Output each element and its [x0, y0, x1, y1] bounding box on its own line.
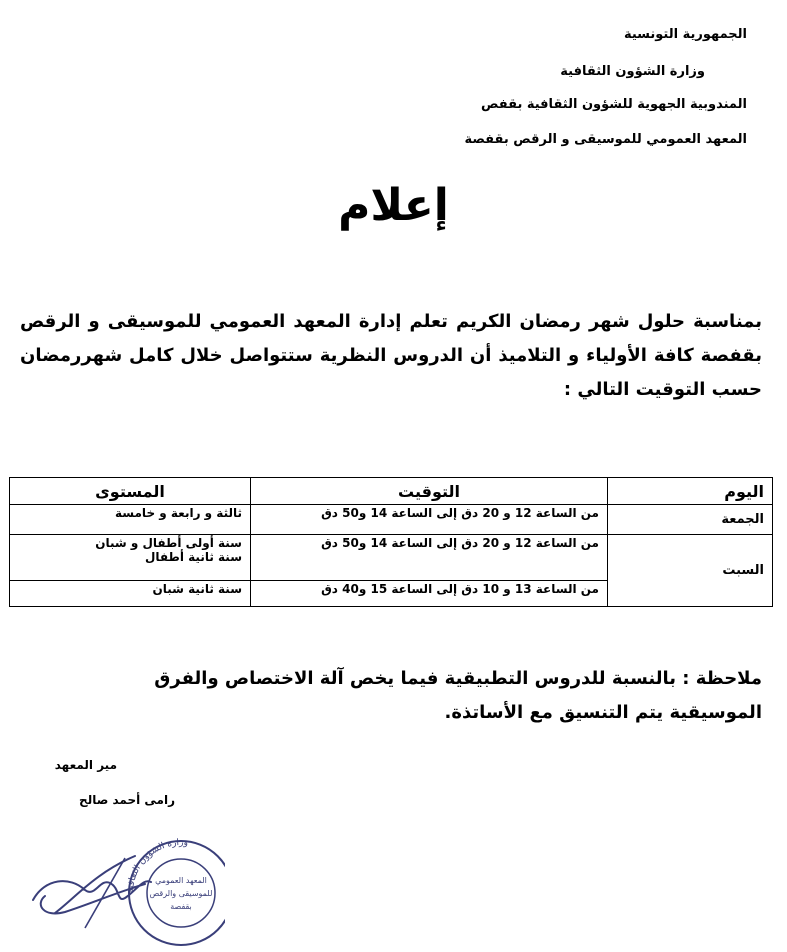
cell-day: الجمعة [608, 505, 773, 535]
cell-time: من الساعة 12 و 20 دق إلى الساعة 14 و50 دق [251, 505, 608, 535]
cell-day: السبت [608, 535, 773, 607]
cell-time: من الساعة 12 و 20 دق إلى الساعة 14 و50 دق [251, 535, 608, 581]
cell-level-line: سنة أولى أطفال و شبان [95, 536, 242, 550]
page-title: إعلام [338, 180, 449, 231]
stamp-icon [25, 838, 225, 948]
note-paragraph: ملاحظة : بالنسبة للدروس التطبيقية فيما يخص آلة الاختصاص والفرق الموسيقية يتم التنسيق مع الأساتذة. [154, 668, 762, 723]
svg-text:للموسيقى والرقص: للموسيقى والرقص [149, 889, 213, 898]
svg-text:وزارة الشؤون الثقافية: وزارة الشؤون الثقافية [125, 838, 189, 894]
header-day: اليوم [608, 478, 773, 505]
table-row [10, 505, 773, 535]
cell-level: سنة ثانية شبان [10, 581, 251, 607]
header-line-delegation: المندوبية الجهوية للشؤون الثقافية بقفص [481, 97, 747, 112]
signature-name: رامى أحمد صالح [79, 793, 175, 807]
header-time: التوقيت [251, 478, 608, 505]
cell-level: ثالثة و رابعة و خامسة [10, 505, 251, 535]
cell-time: من الساعة 13 و 10 دق إلى الساعة 15 و40 دق [251, 581, 608, 607]
header-level: المستوى [10, 478, 251, 505]
intro-paragraph: بمناسبة حلول شهر رمضان الكريم تعلم إدارة المعهد العمومي للموسيقى و الرقص بقفصة كافة الأولياء و التلاميذ أن الدروس النظرية ستتواصل خلال كامل شهررمضان حسب التوقيت التالي : [20, 311, 762, 400]
signature-role: مير المعهد [54, 758, 117, 772]
official-stamp-and-signature [25, 838, 225, 948]
schedule-table [9, 477, 773, 607]
svg-text:بقفصة: بقفصة [170, 902, 192, 911]
table-header-row [10, 478, 773, 505]
header-line-institute: المعهد العمومي للموسيقى و الرقص بقفصة [464, 132, 747, 147]
cell-level-line: سنة ثانية أطفال [145, 550, 242, 564]
cell-level [10, 535, 251, 581]
table-row [10, 535, 773, 581]
header-line-ministry: وزارة الشؤون الثقافية [560, 64, 705, 79]
header-line-republic: الجمهورية التونسية [623, 27, 747, 42]
svg-text:المعهد العمومي: المعهد العمومي [155, 876, 207, 885]
